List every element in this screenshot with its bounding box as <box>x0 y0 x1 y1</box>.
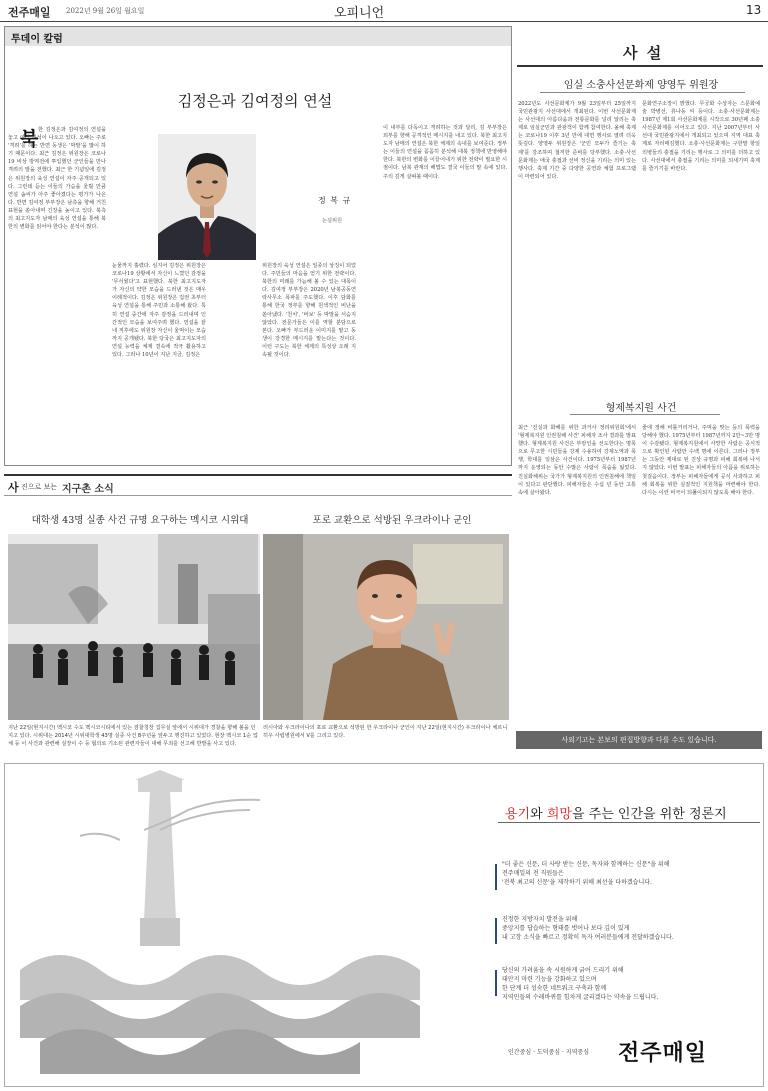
author-portrait <box>158 134 256 260</box>
editorial-2-title-underline <box>570 414 720 415</box>
ukraine-soldier-photo <box>263 534 509 720</box>
mexico-protest-photo <box>8 534 260 720</box>
ad-para-2-bar <box>495 918 497 944</box>
ad-para-3-line: 대안지 마련 기능을 강화하고 있으며 <box>502 976 597 983</box>
column-title: 김정은과 김여정의 연설 <box>177 92 333 110</box>
author-role: 논설위원 <box>322 218 343 224</box>
ad-headline-connector: 와 <box>530 807 547 822</box>
column-tag: 투데이 칼럼 <box>11 34 63 45</box>
photo-1-image <box>8 534 260 720</box>
portrait-image <box>158 134 256 260</box>
ad-para-2-line: 중앙지를 답습하는 형태를 벗어나 보다 깊이 있게 <box>502 925 630 932</box>
ad-para-3-line: 한 단계 더 성숙한 네트워크 구축과 함께 <box>502 985 607 992</box>
ad-para-1-bar <box>495 864 497 890</box>
editorial-2-title: 형제복지원 사건 <box>605 403 677 414</box>
ad-headline-rest: 을 주는 인간을 위한 정론지 <box>571 807 727 822</box>
ad-para-1-line: "더 좋은 신문, 더 사랑 받는 신문, 독자와 함께하는 신문"을 위해 <box>502 861 670 868</box>
ad-para-1-line: 전주매일의 전 직원들은 <box>502 870 564 877</box>
photo-1-caption: 지난 22일(현지시간) 멕시코 수도 멕시코시티에서 있는 검찰청장 집무실 앞에서 시위대가 경찰을 향해 불을 던지고 있다. 시위대는 2014년 시위대학생 43명 실종 사건 8주년을 앞두고 행진하고 있었다. 현장 멕시코 1순 업체 등 이 사건과 관련해 실장이 수 등 혐의로 기소된 관련자들이 대해 무죄를 선고해 반발을 사고 있다. <box>8 725 258 747</box>
ad-para-2-line: 내 고장 소식을 빠르고 정확히 독자 여러분들에게 전달하겠습니다. <box>502 934 674 941</box>
editorial-1-body-2: 문화연구소장이 밝혔다. 무궁화 수상자는 스문화예술 박병선, 류나동 씨 등이다. 소충·사선문화제는 1987년 제1회 사선문화제를 시작으로 30년째 소충사선문화제를 이어오고 있다. 지난 2007년부터 사선대 국민관광지에서 개최되고 있으며 지역 대표 축제로 자리매김했다. 소충·사선문화제는 구한말 항일 의병들의 충절을 기리는 행사로 그 의미를 더하고 있다. 사선대에서 충절을 기리는 의미를 되새기며 축제를 즐기기를 바란다. <box>642 101 760 172</box>
ad-slogan: 인간중심 · 도덕중심 · 지역중심 <box>508 1049 589 1056</box>
editorial-rule <box>517 65 763 67</box>
column-tag-bar <box>5 27 511 46</box>
ad-paragraph-2 <box>502 915 674 942</box>
photo-2-caption: 러시아와 우크라이나의 포로 교환으로 석방된 한 우크라이나 군인이 지난 22일(현지시간) 우크라이나 체르니히우 사립병원에서 V를 그리고 있다. <box>263 725 508 739</box>
photo-1-title: 대학생 43명 실종 사건 규명 요구하는 멕시코 시위대 <box>31 515 249 526</box>
ad-headline-word-2: 희망 <box>546 807 572 822</box>
lighthouse-wave-illustration <box>20 770 460 1082</box>
photo-news-header <box>4 474 512 496</box>
column-body-3: 위원장의 육성 연설은 일종의 상징이 되었다. 주민들의 마음을 얻기 위한 전략이다. 북한의 미래를 가늠해 볼 수 있는 대목이다. 김여정 부부장은 2020년 남북공동연락사무소 폭파를 주도했다. 이후 담화를 통해 한국 정부를 향해 원색적인 비난을 쏟아냈다. '천치', '바보' 등 막말을 서슴지 않았다. 전문가들은 이를 역할 분담으로 본다. 오빠가 부드러운 이미지를 맡고 동생이 강경한 메시지를 맡는다는 것이다. 이런 구도는 북한 체제의 특성상 오래 지속될 것이다. <box>262 263 356 359</box>
page-number: 13 <box>746 3 762 17</box>
editorial-1-body-1: 2022년도 사선문화제가 9월 23일부터 25일까지 국민관광지 사선대에서 개최된다. 이번 사선문화제는 사선대의 아름다움과 전통문화를 널리 알리는 축제로 임실군민과 관광객이 함께 참여한다. 올해 축제는 코로나19 이후 3년 만에 대면 행사로 열려 더욱 뜻깊다. 양영두 위원장은 '군민 모두가 즐기는 축제'를 강조하며 철저한 준비를 당부했다. 소충·사선문화제는 애국 충절과 선비 정신을 기리는 의미 있는 행사다. 축제 기간 중 다양한 공연과 체험 프로그램이 마련되어 있다. <box>518 101 636 180</box>
ad-headline <box>505 803 727 822</box>
column-dropcap: 북 <box>20 128 39 150</box>
ad-logo: 전주매일 <box>618 1041 708 1066</box>
ad-illustration <box>20 770 460 1082</box>
ad-headline-rule <box>498 822 760 823</box>
column-body-4: 이 내부를 다독이고 격려하는 것과 달리, 김 부부장은 외부를 향해 공격적인 메시지를 내고 있다. 북한 최고지도자 남매의 연설은 북한 체제의 속내를 보여준다. 정부는 이들의 연설을 꼼꼼히 분석해 대북 정책에 반영해야 한다. 북한의 변화를 이끌어내기 위한 전략이 필요한 시점이다. 남북 관계의 해법도 결국 이들의 말 속에 있다. 주의 깊게 살펴볼 때이다. <box>383 125 507 180</box>
editorial-heading: 사 설 <box>623 44 664 62</box>
column-body-1: 한 김정은과 김여정의 연설을 놓고 여러 분석이 나오고 있다. 오빠는 주로 '격려'를 하는 반면 동생은 '막말'을 많이 하기 때문이다. 최근 김정은 위원장은 코로나19 비상 방역전에 투입했던 군인들을 만나 격려의 말을 전했다. 최근 한 기념일에 김정은 위원장의 육성 연설이 자주 공개되고 있다. 그런데 듣는 이들의 가슴을 울릴 만큼 연설 솜씨가 아주 좋아졌다는 평가가 나온다. 반면 김여정 부부장은 남측을 향해 거친 표현을 쏟아내며 긴장을 높이고 있다. 북측의 최고지도자 남매의 육성 연설을 통해 북한의 변화를 읽어야 한다는 분석이 많다. <box>8 127 106 231</box>
editorial-1-title: 임실 소충사선문화제 양영두 위원장 <box>563 80 719 91</box>
ad-paragraph-1 <box>502 860 670 887</box>
photo-news-label-big: 사 <box>8 481 19 494</box>
column-body-2: 눈물까지 흘렸다. 심지어 김정은 위원장은 코로나19 상황에서 자신이 느꼈던 감정을 '무서웠다'고 표현했다. 북한 최고지도자가 자신의 약한 모습을 드러낸 것은 매우 이례적이다. 김정은 위원장은 집권 초부터 육성 연설을 통해 주민과 소통해 왔다. 특히 연설 중간에 자주 감정을 드러내며 인간적인 모습을 보여주려 했다. 연설을 끝내 직후에도 위원장 자신이 울먹이는 모습까지 공개됐다. 북한 당국은 최고지도자의 연설 능력을 체제 결속에 적극 활용하고 있다. 그러나 10년이 지난 지금, 김정은 <box>112 263 206 359</box>
photo-2-image <box>263 534 509 720</box>
ad-para-3-line: 지역민들의 수레바퀴를 힘차게 굴리겠다는 약속을 드립니다. <box>502 994 659 1001</box>
ad-para-3-bar <box>495 970 497 996</box>
photo-news-label-small: 진으로 보는 <box>21 483 58 491</box>
publication-name: 전주매일 <box>8 6 51 19</box>
ad-para-2-line: 진정한 지방자치 발전을 위해 <box>502 916 578 923</box>
photo-2-title: 포로 교환으로 석방된 우크라이나 군인 <box>312 515 472 526</box>
editorial-2-body-1: 최근 '진실과 화해를 위한 과거사 정리위원회'에서 '형제복지원 인권침해 사건' 피해자 조사 결과를 발표했다. 형제복지원 사건은 부랑인을 선도한다는 명목으로 무고한 시민들을 강제 수용하여 강제노역과 폭행, 학대를 일삼은 사건이다. 1975년부터 1987년까지 운영되는 동안 수많은 사람이 목숨을 잃었다. 진실화해위는 국가가 형제복지원의 인권침해에 책임이 있다고 판단했다. 피해자들은 수십 년 동안 고통 속에 살아왔다. <box>518 425 636 496</box>
editorial-2-body-2: 줄에 정해 비틀거리거나, 주먹을 맞는 등의 폭력을 당해야 했다. 1975년부터 1987년까지 2만~3만 명이 수감됐다. 형제복지원에서 사망한 사람은 공식적으로 확인된 사람만 수백 명에 이른다. 그러나 정부는 그동안 제대로 된 진상 규명과 피해 회복에 나서지 않았다. 이번 발표는 피해자들의 아픔을 위로하는 첫걸음이다. 정부는 피해자들에게 공식 사과하고 피해 회복을 위한 실질적인 지원책을 마련해야 한다. 다시는 이런 비극이 되풀이되지 않도록 해야 한다. <box>642 425 760 496</box>
section-title: 오피니언 <box>334 6 385 21</box>
photo-news-label-rest: 지구촌 소식 <box>62 484 114 495</box>
ad-headline-word-1: 용기 <box>505 807 531 822</box>
author-name: 정 복 규 <box>318 196 352 205</box>
editorial-disclaimer: 사외기고는 본보의 편집방향과 다를 수도 있습니다. <box>516 731 762 749</box>
ad-para-3-line: 당신의 가려움을 속 시원하게 긁어 드리기 위해 <box>502 967 624 974</box>
ad-para-1-line: '전북 최고의 신문'을 제작하기 위해 최선을 다하겠습니다. <box>502 879 652 886</box>
editorial-1-title-underline <box>540 92 745 93</box>
ad-paragraph-3 <box>502 966 658 1002</box>
issue-date: 2022년 9월 26일 월요일 <box>66 7 145 15</box>
